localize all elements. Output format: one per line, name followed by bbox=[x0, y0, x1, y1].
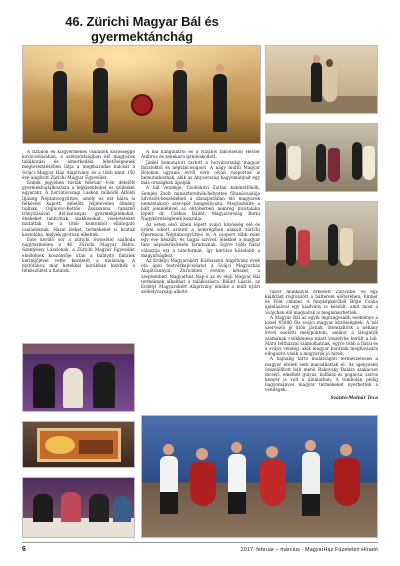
col2-paragraph: A bál vendége, Csollókövi Zoltán kabinetfőnök, Semjén Zsolt miniszterelnök-helyettes főtanácsadója üdvözölt-beszédében a diaszpórában élő magyarok nemzetakotó szerepét hangsúlyozta. Megtisztelte a bált jelenlétével az októberben nemrég hivatalába lépett dr. Czékus Bálint, Magyarország Berni Nagykövetségének konzulja. bbox=[141, 186, 260, 223]
running-footer: 2017. február – március · MagyarHáz Füzetelen Híradó bbox=[240, 547, 378, 553]
photo-exhibition-painting bbox=[22, 421, 135, 468]
page-number: 6 bbox=[22, 546, 26, 553]
col3-paragraph: A Magyar Bál az egyik legrangosabb eseménye a közel 45000 fős svájci magyar közösségnek. A bál szervezői jó ütőn járnak, ütemtaltörk a néhány évvel ezelőtti mélypontom, amikor a látogatók számának csökkenése miatt veszélybe került a bál. Mára teltházzal számolhatnak, egyre több a fiatal és a svájci vendég, akik magyar barátaik meghívására ellogadva vásik a magyarok jó híreit. bbox=[265, 315, 378, 358]
col1-paragraph: Ennek jegyében hívták február 4-én délelőtt gyermekfoglalkozásra a legkisebbeket és szüleiket egyaránt. A horvátországi Laskón működő Alföldi Iljászig Néptáncegyüttes, amely ez ezt bálra is felkérést kapott, délelőtt feljétevelen élmény tudnak. Ogjnovic-Kettős Zsuzsanna tanárnő irányításával dél-baranyai gyermekjátékokat, énekeket tanítottak, szakkosokat, viseleteteket mutattak be a több kontonból ellátogató családoknak. Hazai ízeket, termékeket is hoztak kóstolóba, melyek gyorsan elkeltek. bbox=[22, 181, 135, 238]
author-signature: Szántó-Molnár Teca bbox=[330, 395, 378, 401]
photo-purple-hall bbox=[22, 343, 135, 412]
text-column-3 bbox=[265, 290, 378, 411]
article-title: 46. Zürichi Magyar Bál és gyermektánchág bbox=[65, 14, 219, 44]
photo-dance-floor bbox=[265, 201, 378, 284]
col2-paragraph: Az Erdélyi Magyarokért Közhasznú Alapítvány évek óta ápol testvérkapcsolatot a Svájci Magyarház Alapítvánnyal. Zürichben évente kétszer, a szeptemberi Magyarház Nap-s az év eleji Magyar Bál termeknek alkalmat a találkozásra. Bálint László, az Erdélyi Magyarokért Alapítvány elnöke a múlt nyári székelyvarsági alkotó- bbox=[141, 259, 260, 295]
page-footer bbox=[22, 542, 378, 554]
photo-dancing-couple bbox=[265, 45, 378, 114]
col1-paragraph: A fiatalok és kisgyermekes családok közösséggé kovácsolásában, a szétszórtságban élő magyarok találkozási és ismerkedési lehetőségeinek megteremtésében látja a megmaradás kulcsát a Svájci Magyar Ház Alapítvány és a több mint 150 éve alapított Zürichi Magyar Egyesület. bbox=[22, 150, 135, 181]
col2-paragraph: A bál hangulatról és a vílzatos táncezedől Hester Ambrus és zenekara gondoskodott. bbox=[141, 150, 260, 161]
photo-stage-singers bbox=[22, 45, 261, 144]
col2-paragraph: Jámel bemutatott tartott a horvátországi magyar fiataloktól és néptáncosaport. A nagy múltú Magyar Bölokon ugyanis évről évre olyan csoportok is bemutatkoznak, akik az Anyaország hagyományait egy más országban ápolják. bbox=[141, 160, 260, 187]
col2-paragraph: Az esten első ízben lépett svájci közösség elé és örömi sikert aratott a nemrégiben alakult zürichi Óperencia Néptáncegyüttes is. A csoport több mint egy éve készült, és tagjai szívvel, lélekkel a magyar tánc népszerűsítésén fáradoznak. Egyre több fiatal választja ezt a táncformát, így kerülve közelebb a magyarsághoz. bbox=[141, 222, 260, 259]
photo-folk-dancers bbox=[141, 415, 378, 538]
text-column-2 bbox=[141, 150, 260, 410]
text-column-1 bbox=[22, 150, 135, 340]
col1-paragraph: Este kerülő sor a zürichi Swissôtel szállóda nagytermében a 46. Zürichi Magyar Bálra. Szentjessy Lászlónak, a Zürichi Magyar Egyesület elnökének köszöntője után a bálnyitó fiatalok keringőjével vette kezdetét a mulatság. A nyitótánca már hetekkel korábban kezdték a felkészülést a fiatalok. bbox=[22, 238, 135, 274]
photo-ballroom-couples bbox=[265, 123, 378, 192]
photo-dinner-guests bbox=[22, 477, 135, 538]
col3-paragraph: tábor munkáival érkezett Zürichbe, és egy kiállítást rögtönzött a bálterem előterében, Ember és Föld címmel. A fényképkérőből Böjte Csaba ajánlásával egy kiadvány is készült, amit most a Svájcban élő magyarok is megismerhettek. bbox=[265, 290, 378, 316]
col3-paragraph: A hajnalig tartó mulatságon természetesen a magyar ételek sem maradhattak el: Az igényesen összeállított báli menü Rakovsky Balázs szakácsot dicséri, emellett gulyás, kolbász és pogácsa, zsíros kenyér is volt a kínálatban. A tombolán pedig hagyományos magyar termékeket nyerhettek a vendégek. bbox=[265, 357, 378, 394]
